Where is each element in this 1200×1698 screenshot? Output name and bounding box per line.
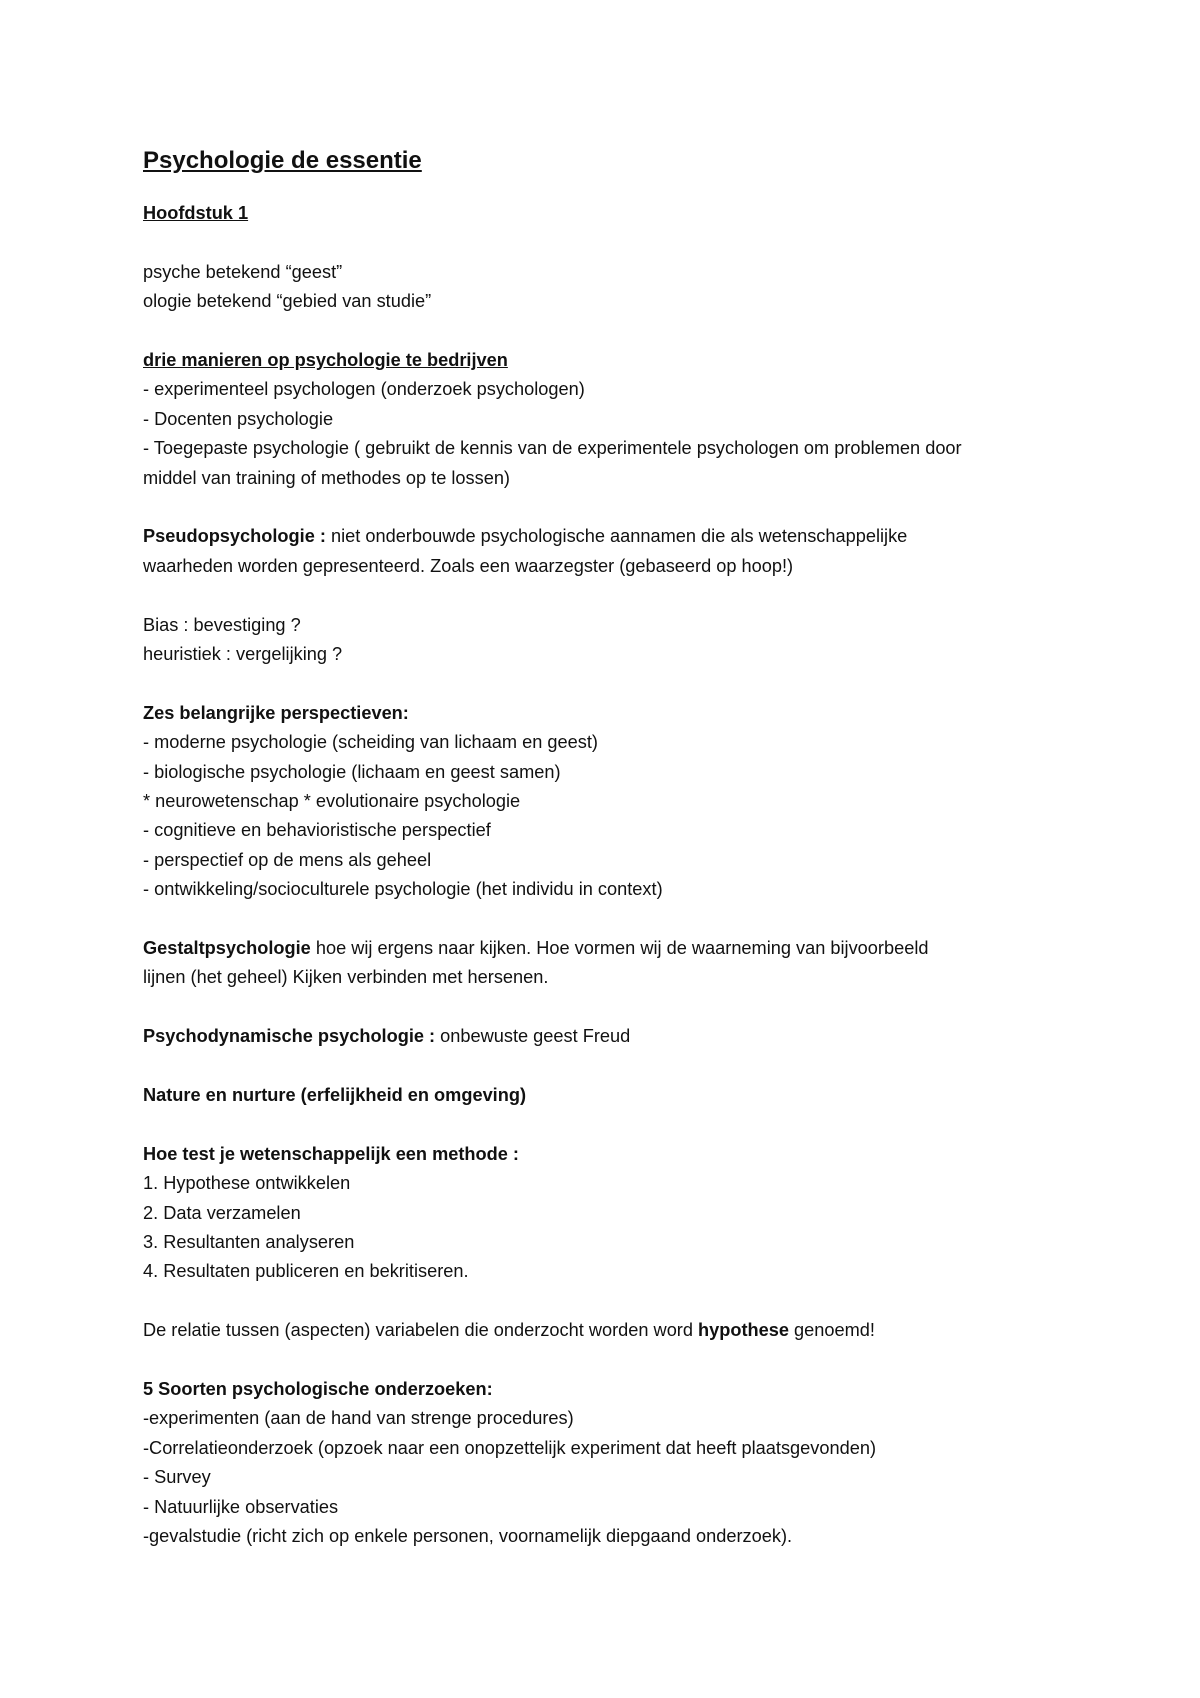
nature-nurture-heading: Nature en nurture (erfelijkheid en omgeving) — [143, 1085, 527, 1106]
relation-text-end: genoemd! — [789, 1320, 875, 1341]
ways-heading: drie manieren op psychologie te bedrijven — [143, 350, 508, 370]
bias-line: Bias : bevestiging ? — [143, 614, 301, 635]
perspective-item: - biologische psychologie (lichaam en geest samen) — [143, 761, 561, 782]
gestalt-text-continued: lijnen (het geheel) Kijken verbinden met hersenen. — [143, 967, 549, 988]
heuristic-line: heuristiek : vergelijking ? — [143, 644, 343, 665]
pseudo-term: Pseudopsychologie : — [143, 526, 326, 547]
perspective-item: - perspectief op de mens als geheel — [143, 849, 432, 870]
research-heading: 5 Soorten psychologische onderzoeken: — [143, 1379, 493, 1400]
method-step: 3. Resultanten analyseren — [143, 1232, 355, 1253]
perspective-item: - cognitieve en behavioristische perspectief — [143, 820, 491, 841]
psychodynamic-paragraph — [143, 1022, 1083, 1051]
definition-ologie: ologie betekend “gebied van studie” — [143, 291, 432, 312]
psychodynamic-text: onbewuste geest Freud — [435, 1026, 631, 1047]
ways-item-continued: middel van training of methodes op te lossen) — [143, 467, 510, 488]
perspectives-heading: Zes belangrijke perspectieven: — [143, 702, 409, 723]
relation-text: De relatie tussen (aspecten) variabelen die onderzocht worden word — [143, 1320, 699, 1341]
psychodynamic-term: Psychodynamische psychologie : — [143, 1026, 436, 1047]
ways-item: - experimenteel psychologen (onderzoek psychologen) — [143, 379, 585, 400]
method-step: 4. Resultaten publiceren en bekritiseren. — [143, 1261, 469, 1282]
research-item: -gevalstudie (richt zich op enkele personen, voornamelijk diepgaand onderzoek). — [143, 1526, 793, 1547]
research-item: - Survey — [143, 1467, 211, 1488]
pseudo-text: niet onderbouwde psychologische aannamen die als wetenschappelijke — [325, 526, 908, 547]
definition-psyche: psyche betekend “geest” — [143, 261, 343, 282]
method-step: 2. Data verzamelen — [143, 1202, 301, 1223]
method-step: 1. Hypothese ontwikkelen — [143, 1173, 351, 1194]
pseudo-paragraph — [143, 522, 1083, 551]
pseudo-text-continued: waarheden worden gepresenteerd. Zoals een waarzegster (gebaseerd op hoop!) — [143, 555, 794, 576]
perspective-item: * neurowetenschap * evolutionaire psychologie — [143, 791, 521, 812]
ways-item: - Docenten psychologie — [143, 408, 334, 429]
gestalt-paragraph — [143, 934, 1083, 963]
perspective-item: - ontwikkeling/socioculturele psychologie (het individu in context) — [143, 879, 663, 900]
chapter-heading: Hoofdstuk 1 — [143, 203, 249, 223]
hypothesis-term: hypothese — [698, 1320, 789, 1341]
method-heading: Hoe test je wetenschappelijk een methode : — [143, 1143, 519, 1164]
document-title: Psychologie de essentie — [143, 147, 422, 174]
ways-item: - Toegepaste psychologie ( gebruikt de kennis van de experimentele psychologen om problemen door — [143, 438, 962, 459]
research-item: -experimenten (aan de hand van strenge procedures) — [143, 1408, 574, 1429]
document-body — [143, 143, 1083, 1552]
research-item: - Natuurlijke observaties — [143, 1496, 339, 1517]
gestalt-term: Gestaltpsychologie — [143, 938, 311, 959]
gestalt-text: hoe wij ergens naar kijken. Hoe vormen wij de waarneming van bijvoorbeeld — [310, 938, 929, 959]
relation-paragraph — [143, 1316, 1083, 1345]
research-item: -Correlatieonderzoek (opzoek naar een onopzettelijk experiment dat heeft plaatsgevonden) — [143, 1437, 877, 1458]
perspective-item: - moderne psychologie (scheiding van lichaam en geest) — [143, 732, 598, 753]
